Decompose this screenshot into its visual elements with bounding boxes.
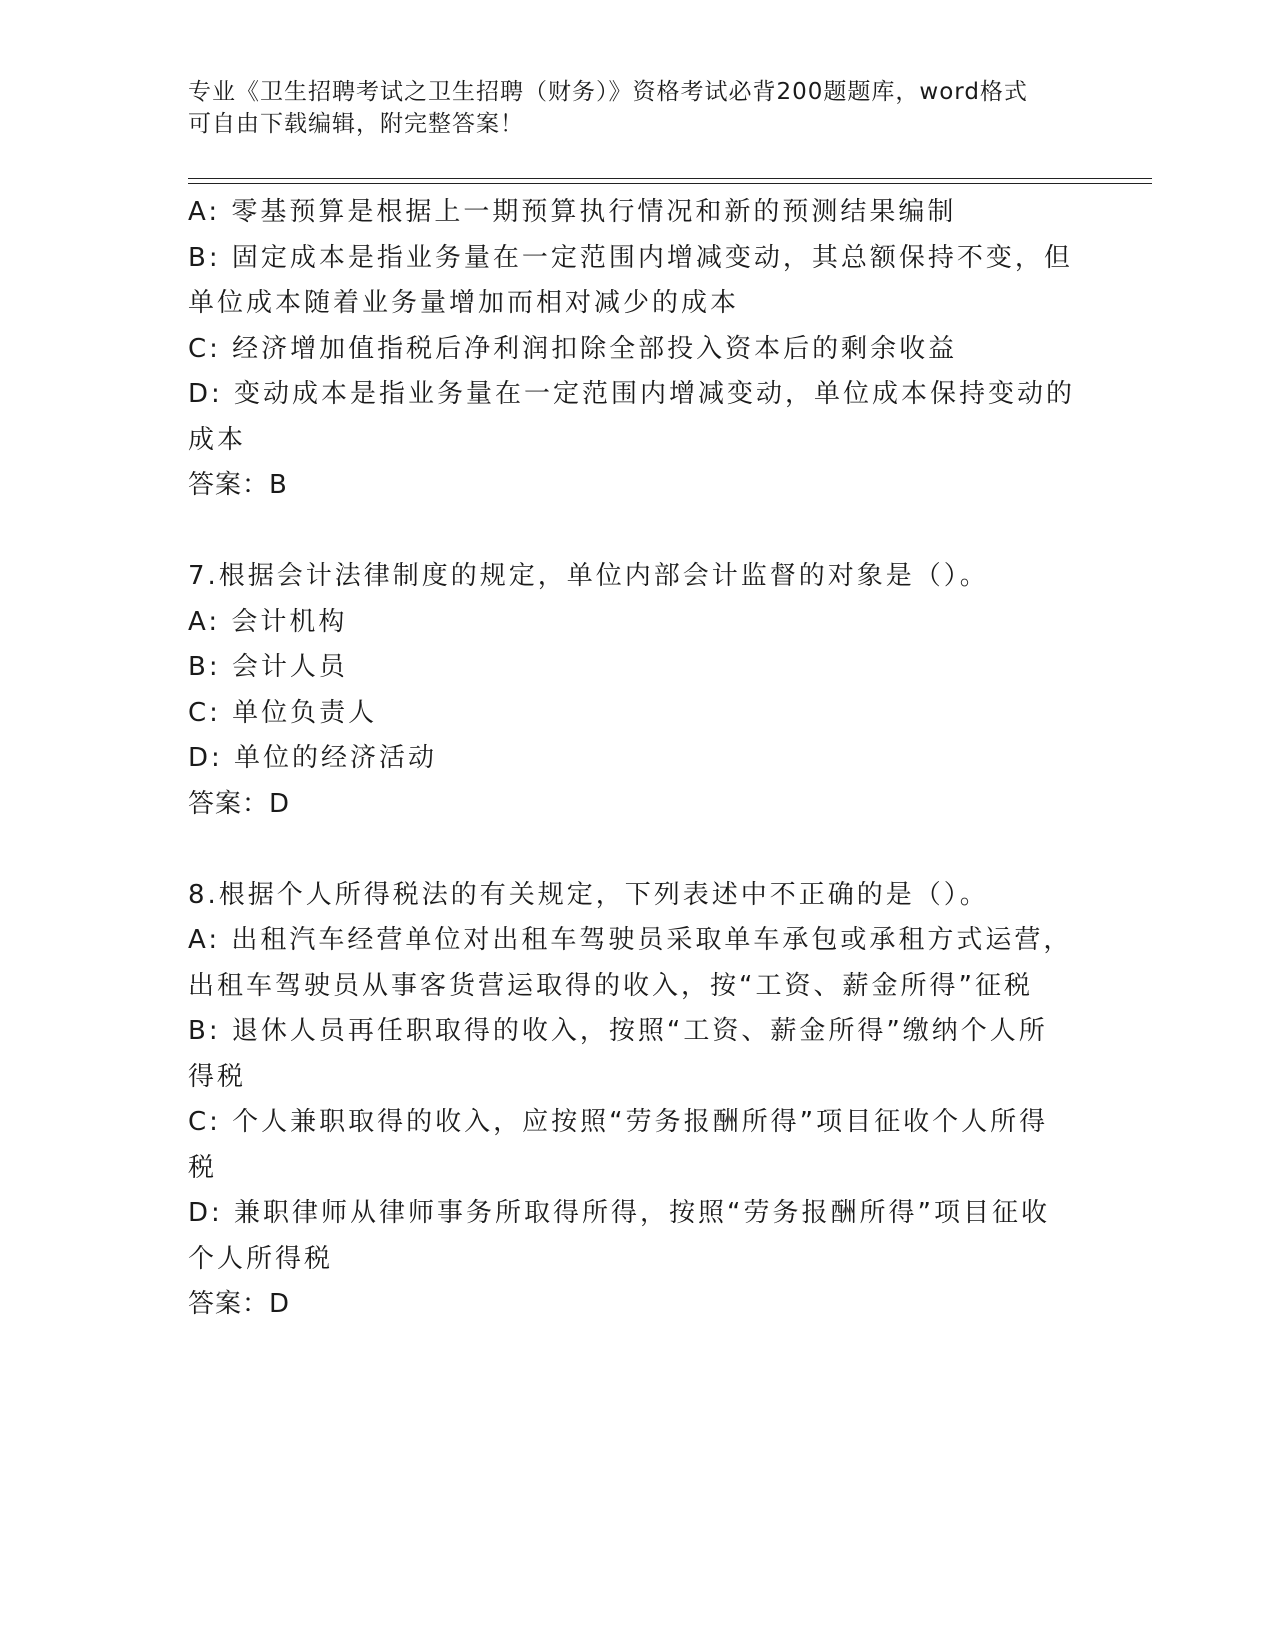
question-content	[188, 190, 1076, 1328]
option-d-continued: 个人所得税	[188, 1243, 334, 1274]
question-stem: 7.根据会计法律制度的规定，单位内部会计监督的对象是（）。	[188, 561, 989, 591]
block-spacer	[188, 509, 1068, 555]
option-c: C: 经济增加值指税后净利润扣除全部投入资本后的剩余收益	[188, 333, 958, 364]
option-c-continued: 税	[188, 1152, 218, 1183]
option-c: C: 个人兼职取得的收入，应按照“劳务报酬所得”项目征收个人所得	[188, 1107, 1049, 1137]
option-b: B: 退休人员再任职取得的收入，按照“工资、薪金所得”缴纳个人所	[188, 1016, 1048, 1046]
header-line-2: 可自由下载编辑，附完整答案！	[188, 111, 524, 137]
block-spacer	[188, 827, 1068, 873]
header-divider-top	[188, 178, 1152, 179]
option-c: C: 单位负责人	[188, 697, 378, 728]
answer-line: 答案：B	[188, 470, 288, 500]
option-b: B: 固定成本是指业务量在一定范围内增减变动，其总额保持不变，但	[188, 242, 1073, 273]
question-block-6	[188, 190, 1076, 509]
answer-line: 答案：D	[188, 1289, 291, 1319]
option-a-continued: 出租车驾驶员从事客货营运取得的收入，按“工资、薪金所得”征税	[188, 970, 1033, 1001]
option-d: D: 兼职律师从律师事务所取得所得，按照“劳务报酬所得”项目征收	[188, 1198, 1050, 1228]
answer-line: 答案：D	[188, 788, 291, 819]
question-stem: 8.根据个人所得税法的有关规定，下列表述中不正确的是（）。	[188, 879, 989, 910]
header-divider-bottom	[188, 183, 1152, 184]
option-d-continued: 成本	[188, 424, 247, 455]
header-line-1: 专业《卫生招聘考试之卫生招聘（财务）》资格考试必背200题题库，word格式	[188, 79, 1028, 105]
option-d: D: 变动成本是指业务量在一定范围内增减变动，单位成本保持变动的	[188, 379, 1076, 409]
option-b-continued: 得税	[188, 1061, 247, 1092]
option-b: B: 会计人员	[188, 652, 348, 682]
question-block-8	[188, 873, 1073, 1328]
option-a: A: 会计机构	[188, 606, 348, 637]
option-a: A: 出租汽车经营单位对出租车驾驶员采取单车承包或承租方式运营，	[188, 925, 1073, 955]
option-a: A: 零基预算是根据上一期预算执行情况和新的预测结果编制	[188, 197, 957, 227]
option-b-continued: 单位成本随着业务量增加而相对减少的成本	[188, 288, 740, 318]
document-header	[188, 76, 1068, 140]
question-block-7	[188, 554, 1068, 827]
option-d: D: 单位的经济活动	[188, 743, 438, 773]
